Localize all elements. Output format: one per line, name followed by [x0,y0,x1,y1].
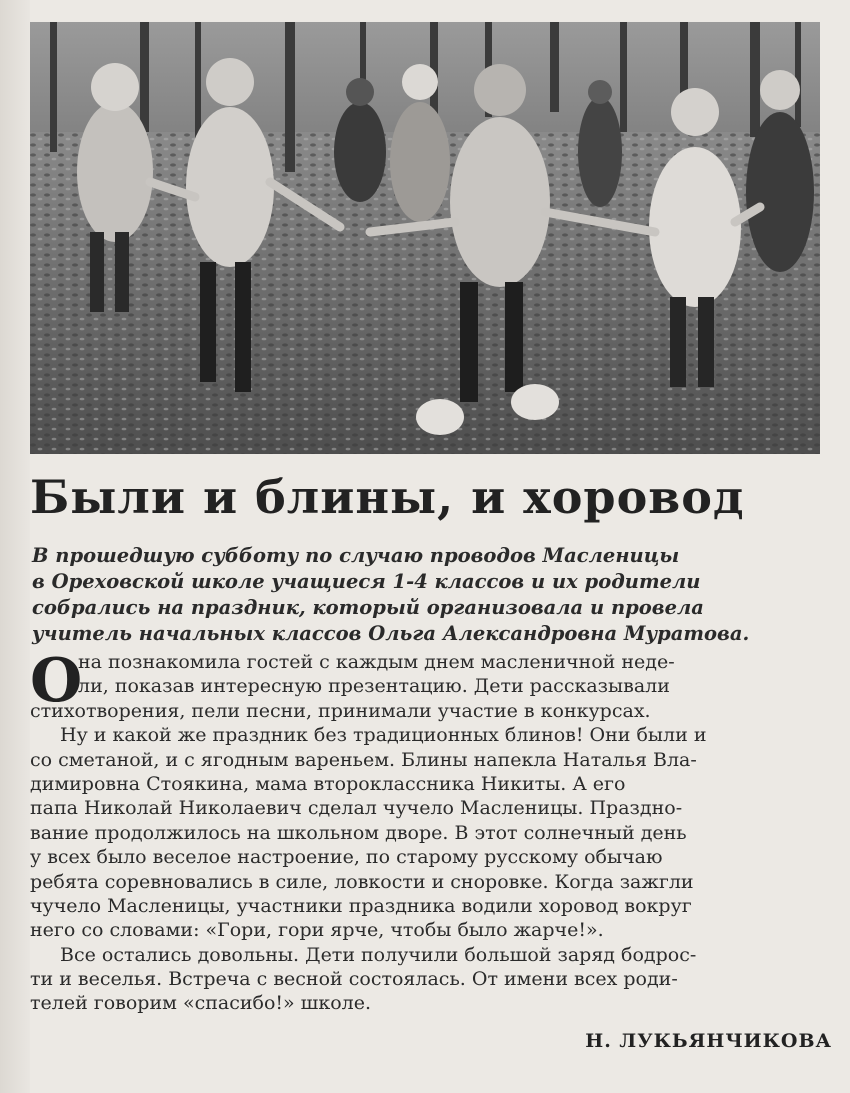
body-line: телей говорим «спасибо!» школе. [30,992,372,1015]
body-line: него со словами: «Гори, гори ярче, чтобы было жарче!». [30,919,604,942]
lead-line: собрались на праздник, который организовала и провела [32,596,704,619]
article-photo [30,22,820,454]
body-line: ти и веселья. Встреча с весной состоялась. От имени всех роди- [30,968,678,991]
body-line: со сметаной, и с ягодным вареньем. Блины напекла Наталья Вла- [30,748,697,771]
lead-line: В прошедшую субботу по случаю проводов Масленицы [32,544,680,567]
lead-line: в Ореховской школе учащиеся 1-4 классов и их родители [32,570,701,593]
body-line: чучело Масленицы, участники праздника водили хоровод вокруг [30,894,692,917]
paper-edge [0,0,30,1093]
author-signature: Н. ЛУКЬЯНЧИКОВА [585,1030,832,1052]
body-line: у всех было веселое настроение, по старому русскому обычаю [30,846,663,869]
lead-line: учитель начальных классов Ольга Александровна Муратова. [32,622,750,645]
body-line: ли, показав интересную презентацию. Дети рассказывали [78,675,670,698]
article-body [30,646,830,1016]
body-line: на познакомила гостей с каждым днем масленичной неде- [78,651,675,673]
body-line: стихотворения, пели песни, принимали участие в конкурсах. [30,699,651,722]
article-headline: Были и блины, и хоровод [30,470,745,524]
article-lead [32,543,832,647]
drop-cap: О [30,646,83,716]
body-line: димировна Стоякина, мама второклассника Никиты. А его [30,772,626,795]
body-line: Ну и какой же праздник без традиционных блинов! Они были и [60,724,707,747]
body-line: вание продолжилось на школьном дворе. В этот солнечный день [30,821,687,844]
body-line: ребята соревновались в силе, ловкости и сноровке. Когда зажгли [30,870,694,893]
body-line: папа Николай Николаевич сделал чучело Масленицы. Праздно- [30,797,683,820]
body-line: Все остались довольны. Дети получили большой заряд бодрос- [60,943,697,966]
